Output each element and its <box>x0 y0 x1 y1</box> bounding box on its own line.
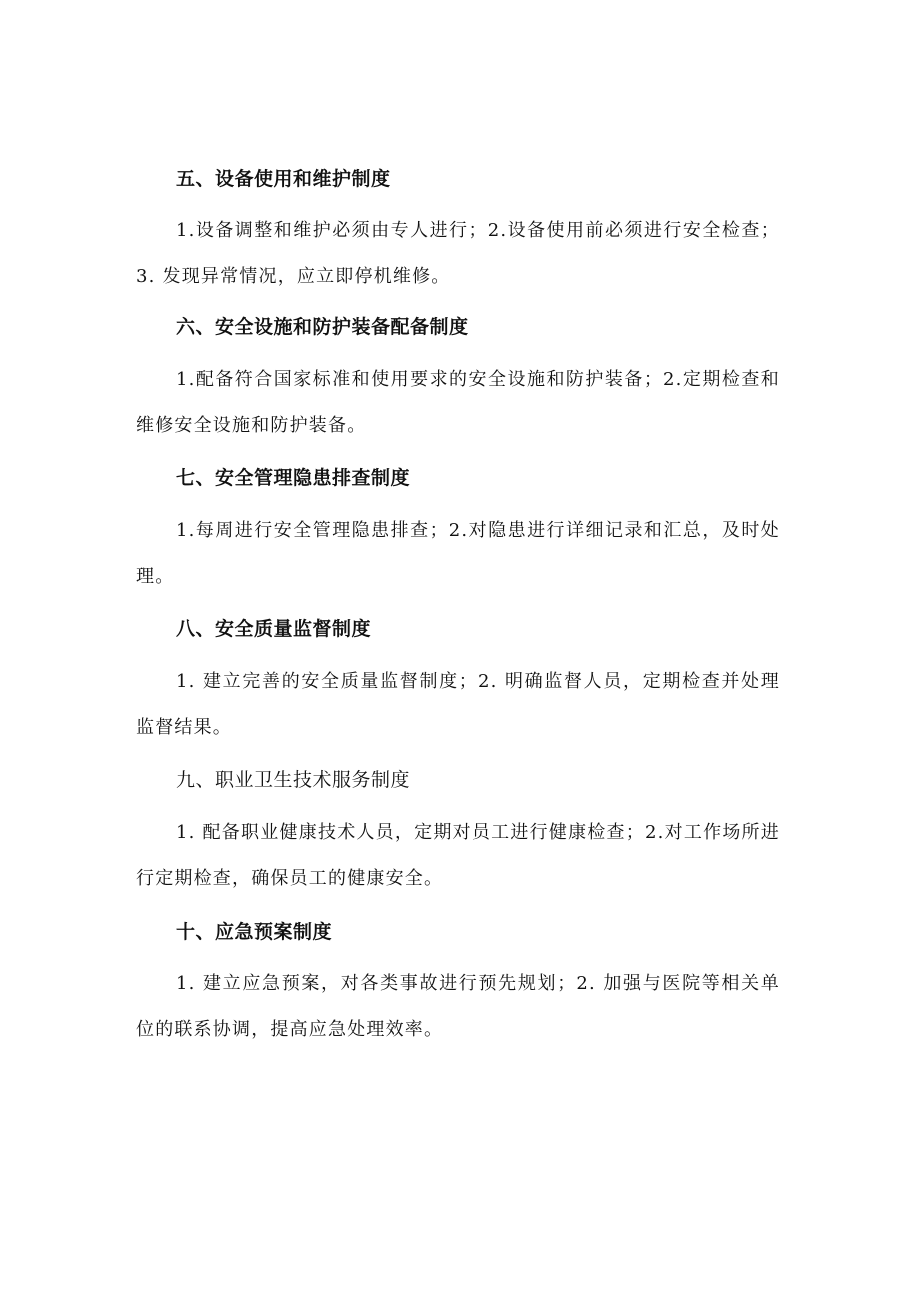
section-body: 1. 配备职业健康技术人员，定期对员工进行健康检查；2.对工作场所进行定期检查，确保员工的健康安全。 <box>136 822 780 889</box>
section-heading: 六、安全设施和防护装备配备制度 <box>176 316 469 338</box>
section-heading: 八、安全质量监督制度 <box>176 618 372 640</box>
section-heading: 九、职业卫生技术服务制度 <box>176 769 411 791</box>
section-body: 1. 建立完善的安全质量监督制度；2. 明确监督人员，定期检查并处理监督结果。 <box>136 671 780 738</box>
section-heading: 七、安全管理隐患排查制度 <box>176 467 411 489</box>
section-heading: 五、设备使用和维护制度 <box>176 168 391 190</box>
section-body: 1.每周进行安全管理隐患排查；2.对隐患进行详细记录和汇总，及时处理。 <box>136 520 780 587</box>
section-body: 1. 建立应急预案，对各类事故进行预先规划；2. 加强与医院等相关单位的联系协调，提高应急处理效率。 <box>136 973 780 1040</box>
section-body: 1.配备符合国家标准和使用要求的安全设施和防护装备；2.定期检查和维修安全设施和防护装备。 <box>136 369 780 436</box>
section-heading: 十、应急预案制度 <box>176 921 333 943</box>
section-body: 1.设备调整和维护必须由专人进行；2.设备使用前必须进行安全检查；3. 发现异常情况，应立即停机维修。 <box>136 220 780 287</box>
